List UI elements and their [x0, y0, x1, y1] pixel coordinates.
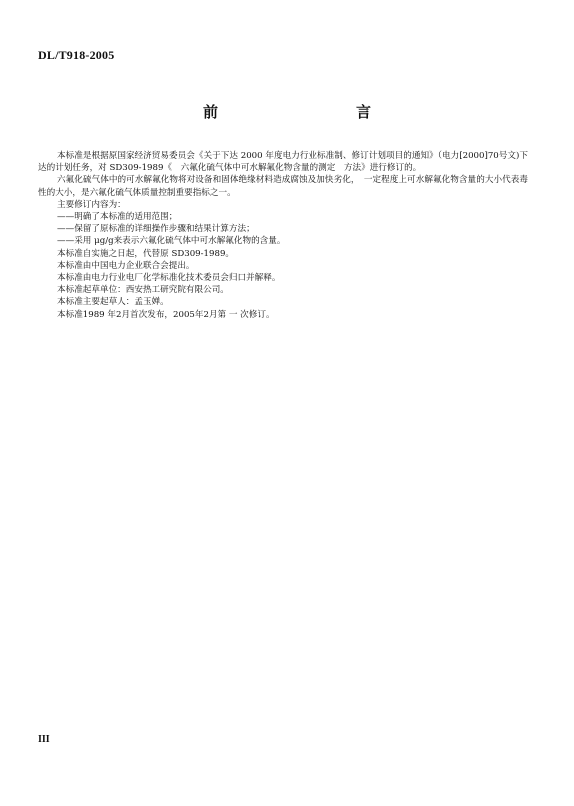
list-item-units: ——采用 μg/g来表示六氟化硫气体中可水解氟化物的含量。	[57, 236, 286, 247]
paragraph-proposer: 本标准由中国电力企业联合会提出。	[57, 260, 195, 271]
paragraph-history: 本标准1989 年2月首次发布，2005年2月第 一 次修订。	[57, 309, 275, 320]
paragraph-significance: 六氟化硫气体中的可水解氟化物将对设备和固体绝缘材料造成腐蚀及加快劣化， 一定程度上可水解氟化物含量的大小代表毒性的大小，是六氟化硫气体质量控制重要指标之一。	[38, 175, 528, 198]
preface-body	[38, 150, 528, 321]
standard-code: DL/T918-2005	[38, 48, 115, 62]
page-number: III	[38, 734, 50, 745]
page-title: 前 言	[202, 103, 407, 121]
paragraph-replacement: 本标准自实施之日起，代替原 SD309-1989。	[57, 248, 234, 259]
paragraph-administrator: 本标准由电力行业电厂化学标准化技术委员会归口并解释。	[57, 273, 281, 284]
paragraph-drafter: 本标准主要起草人：孟玉婵。	[57, 297, 169, 308]
paragraph-background: 本标准是根据原国家经济贸易委员会《关于下达 2000 年度电力行业标准制、修订计划项目的通知》（电力[2000]70号文)下达的计划任务，对 SD309-1989《 六氟化硫气体中可水解氟化物含量的测定 方法》进行修订的。	[38, 151, 528, 174]
paragraph-revision-intro: 主要修订内容为：	[57, 199, 126, 210]
list-item-scope: ——明确了本标准的适用范围；	[57, 212, 178, 223]
list-item-procedure: ——保留了原标准的详细操作步骤和结果计算方法；	[57, 224, 255, 235]
paragraph-drafting-unit: 本标准起草单位：西安热工研究院有限公司。	[57, 285, 229, 296]
